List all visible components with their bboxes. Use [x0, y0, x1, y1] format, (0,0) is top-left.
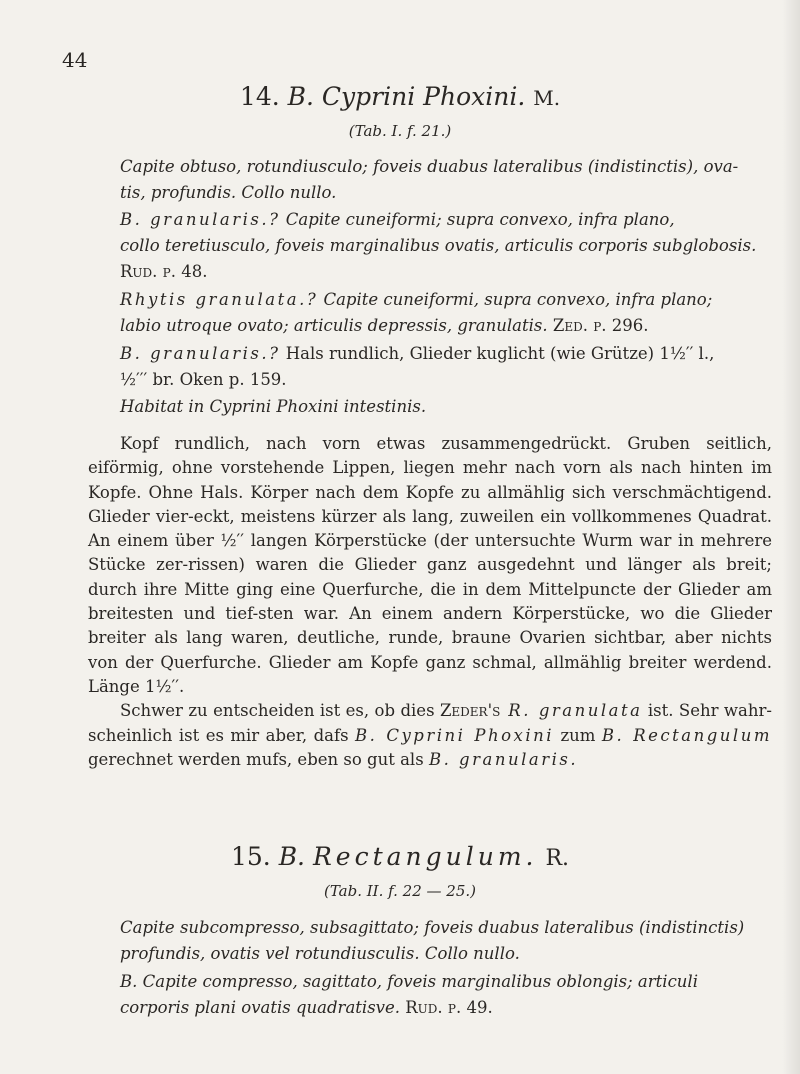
entry-14-synonym-1-cont: collo teretiusculo, foveis marginalibus ovatis, articulis corporis subglobosis.: [120, 236, 757, 255]
entry-15-tab-ref: (Tab. II. f. 22 — 25.): [323, 882, 477, 900]
entry-14-number: 14.: [239, 82, 280, 111]
entry-14-diagnosis-2: tis, profundis. Collo nullo.: [120, 183, 337, 202]
entry-14-synonym-1: B. granularis.? Capite cuneiformi; supra convexo, infra plano,: [120, 210, 675, 229]
entry-14-species: Cyprini Phoxini.: [321, 82, 526, 111]
entry-14-synonym-2: Rhytis granulata.? Capite cuneiformi, supra convexo, infra plano;: [120, 290, 713, 309]
page-edge-shadow: [782, 0, 800, 1074]
entry-14-tab-ref: (Tab. I. f. 21.): [348, 122, 452, 140]
page-number: 44: [62, 48, 88, 72]
entry-14-habitat: Habitat in Cyprini Phoxini intestinis.: [120, 397, 427, 416]
entry-14-synonym-1-ref: Rud. p. 48.: [120, 262, 208, 281]
entry-14-diagnosis-1: Capite obtuso, rotundiusculo; foveis duabus lateralibus (indistinctis), ova-: [120, 157, 739, 176]
entry-15-diagnosis-1: Capite subcompresso, subsagittato; foveis duabus lateralibus (indistinctis): [120, 918, 745, 937]
entry-15-genus: B.: [278, 842, 306, 871]
entry-14-description: [88, 432, 772, 772]
entry-15-diagnosis-2: profundis, ovatis vel rotundiusculis. Collo nullo.: [120, 944, 520, 963]
entry-15-number: 15.: [230, 842, 271, 871]
entry-15-mark: R.: [545, 846, 570, 871]
entry-15-heading: [0, 842, 800, 871]
entry-14-synonym-2-cont: labio utroque ovato; articulis depressis, granulatis. Zed. p. 296.: [120, 316, 649, 335]
entry-14-description-para-2: Schwer zu entscheiden ist es, ob dies Zeder's R. granulata ist. Sehr wahr-scheinlich ist es mir aber, dafs B. Cyprini Phoxini zum B. Rectangulum gerechnet werden mufs, eben so gut als B. granularis.: [88, 701, 772, 769]
entry-15-species: Rectangulum.: [312, 842, 538, 871]
entry-14-heading: [0, 82, 800, 111]
entry-15-synonym-1-cont: corporis plani ovatis quadratisve. Rud. p. 49.: [120, 998, 493, 1017]
entry-15-synonym-1: B. Capite compresso, sagittato, foveis marginalibus oblongis; articuli: [120, 972, 698, 991]
entry-14-synonym-3-cont: ½′′′ br. Oken p. 159.: [120, 370, 287, 389]
entry-14-mark: M.: [533, 86, 561, 110]
entry-14-synonym-3: B. granularis.? Hals rundlich, Glieder kuglicht (wie Grütze) 1½′′ l.,: [120, 344, 715, 363]
entry-14-description-para-1: Kopf rundlich, nach vorn etwas zusammengedrückt. Gruben seitlich, eiförmig, ohne vorstehende Lippen, liegen mehr nach vorn als nach hinten im Kopfe. Ohne Hals. Körper nach dem Kopfe zu allmählig sich verschmächtigend. Glieder vier-eckt, meistens kürzer als lang, zuweilen ein vollkommenes Quadrat. An einem über ½′′ langen Körperstücke (der untersuchte Wurm war in mehrere Stücke zer-rissen) waren die Glieder ganz ausgedehnt und länger als breit; durch ihre Mitte ging eine Querfurche, die in dem Mittelpuncte der Glieder am breitesten und tief-sten war. An einem andern Körperstücke, wo die Glieder breiter als lang waren, deutliche, runde, braune Ovarien sichtbar, aber nichts von der Querfurche. Glieder am Kopfe ganz schmal, allmählig breiter werdend. Länge 1½′′.: [88, 434, 772, 696]
entry-14-genus: B.: [287, 82, 314, 111]
